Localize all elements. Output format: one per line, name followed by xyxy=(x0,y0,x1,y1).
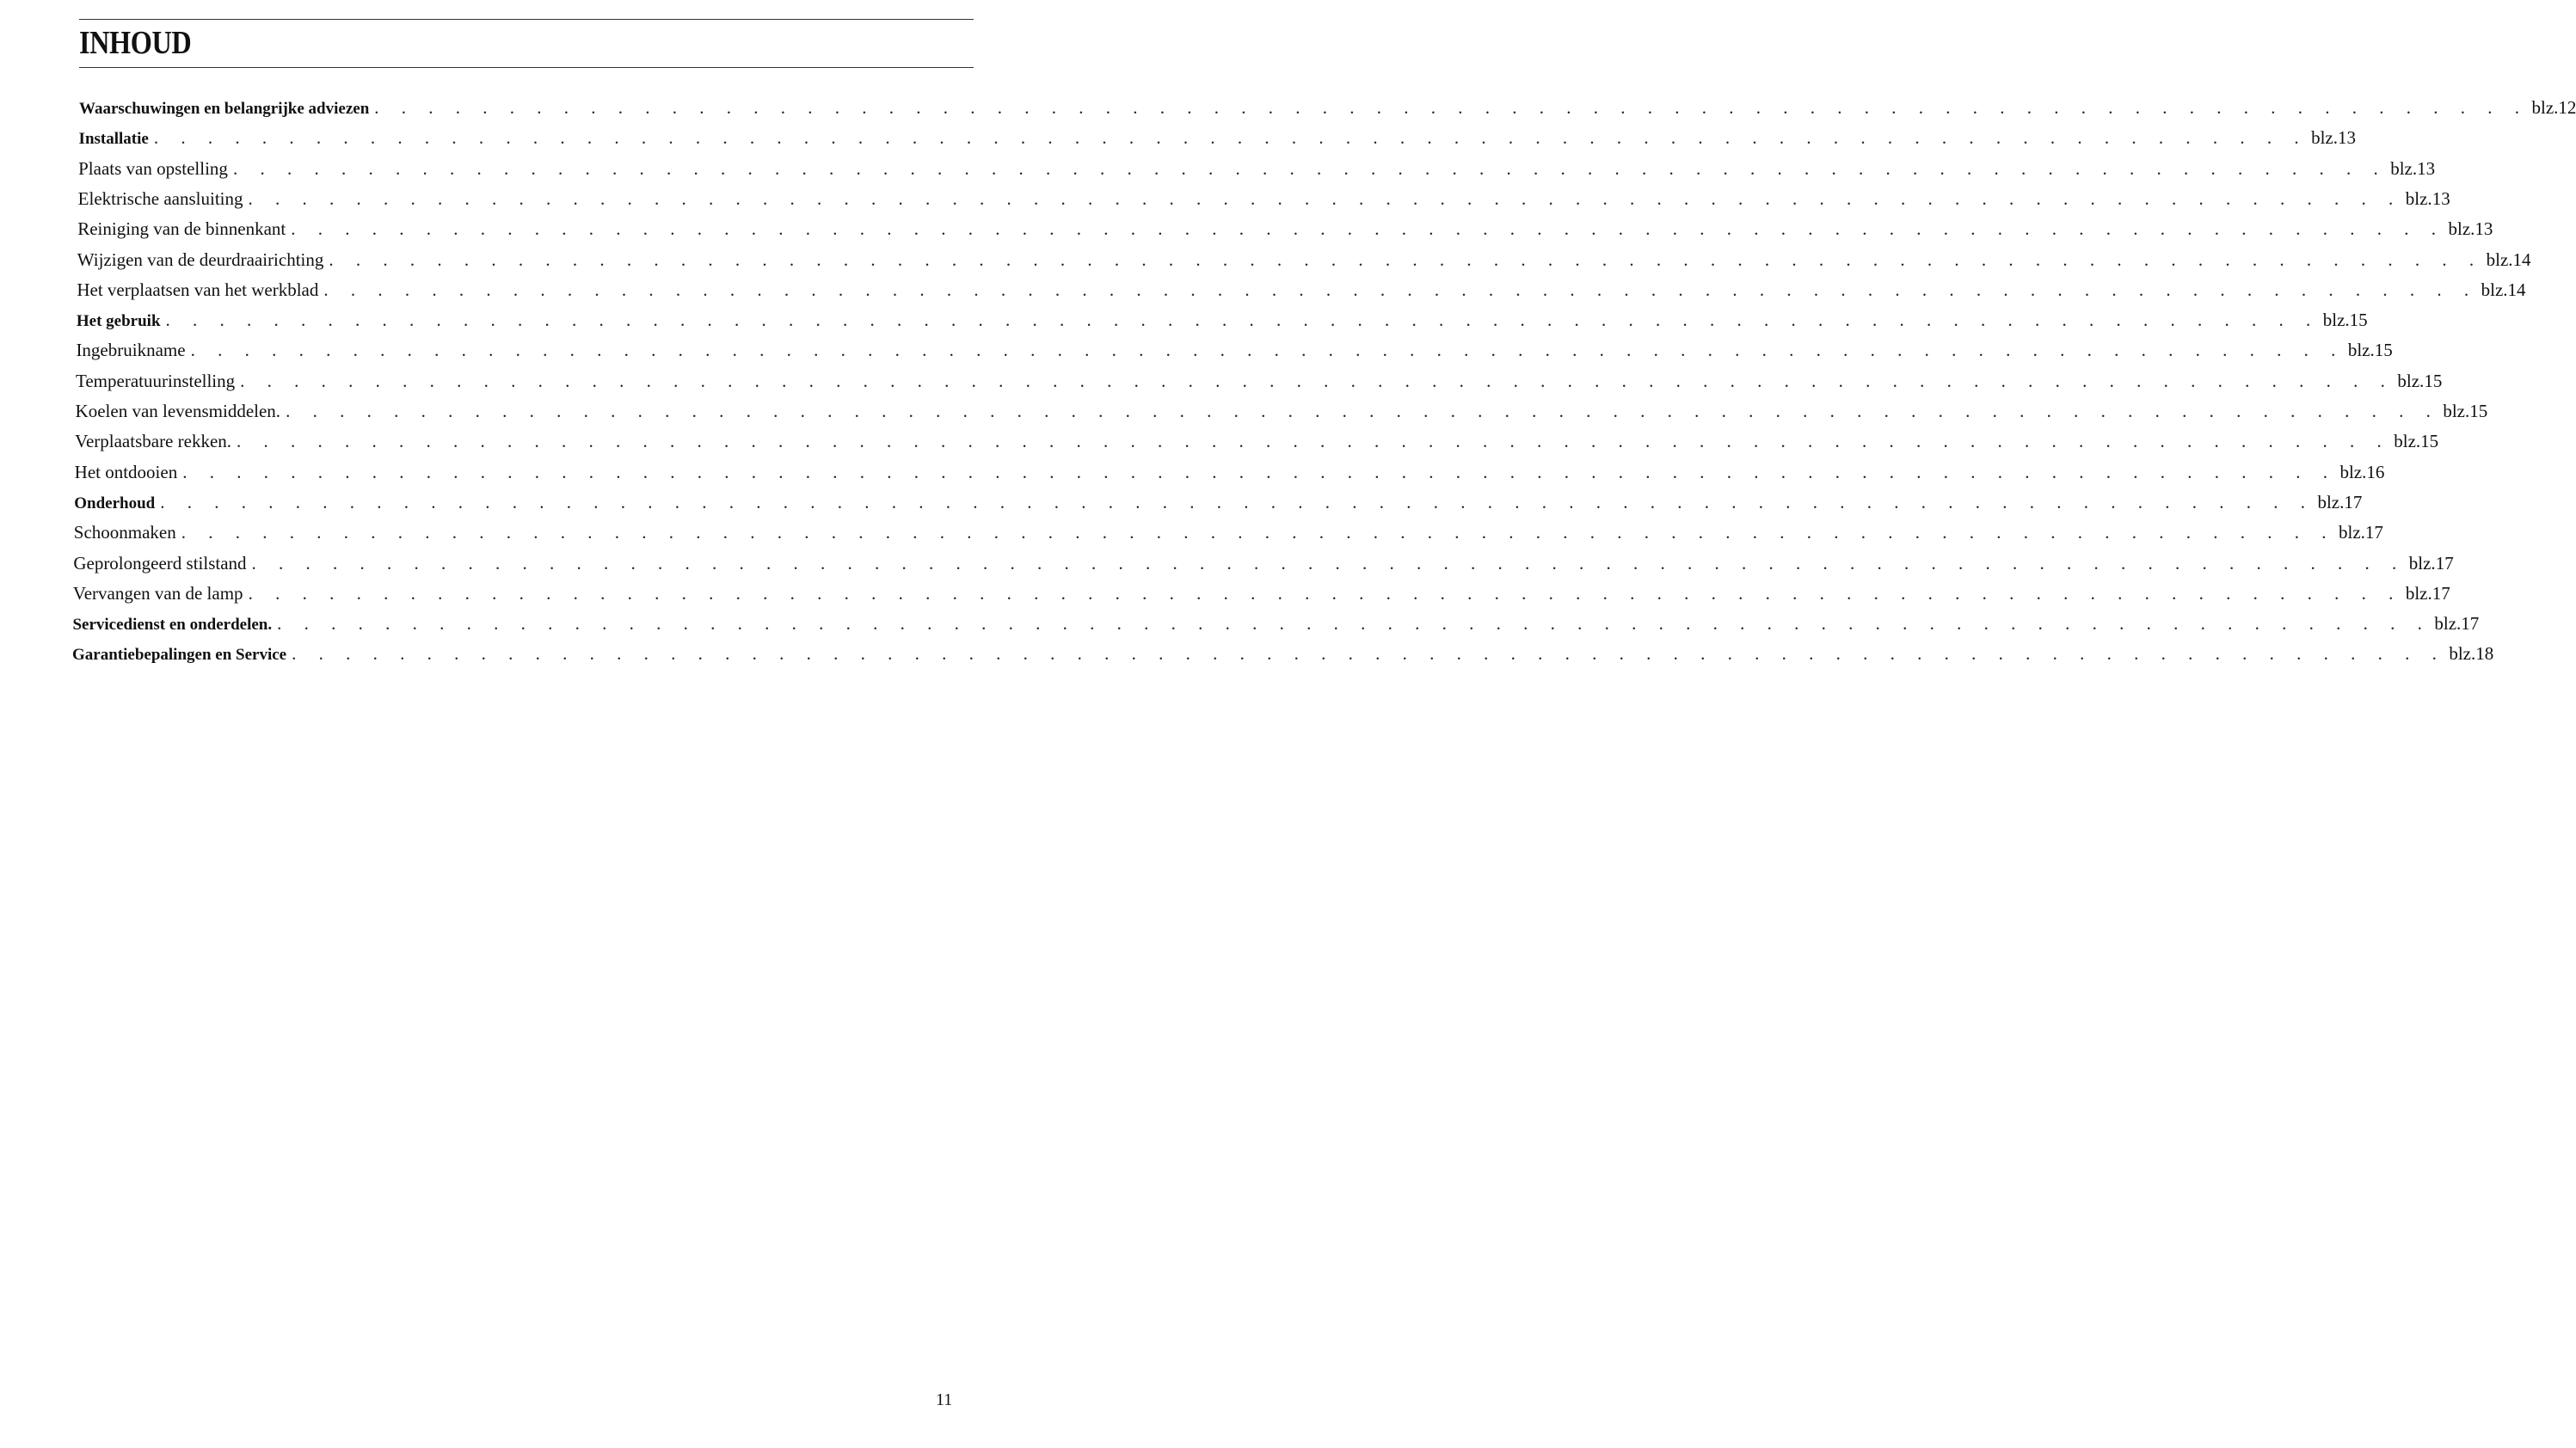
toc-entry-label: Elektrische aansluiting xyxy=(77,187,243,209)
toc-entry xyxy=(76,370,2443,396)
toc-entry-blz: blz. xyxy=(2408,552,2436,574)
toc-entry-page: 15 xyxy=(2374,340,2393,361)
toc-entry-page: 13 xyxy=(2337,127,2356,149)
toc-entry xyxy=(77,218,2493,244)
toc-entry-label: Temperatuurinstelling xyxy=(76,370,236,391)
toc-entry xyxy=(73,552,2454,579)
toc-entry-page: 12 xyxy=(2558,97,2576,118)
toc-entry xyxy=(74,461,2385,488)
toc-entry-blz: blz. xyxy=(2405,187,2432,209)
toc-entry-label: Geprolongeerd stilstand xyxy=(73,552,247,574)
toc-entry xyxy=(77,248,2531,275)
toc-entry xyxy=(73,522,2383,548)
page-number: 11 xyxy=(936,1390,953,1409)
toc-entry xyxy=(72,582,2450,609)
toc-entry-page: 17 xyxy=(2435,552,2454,574)
toc-leader-dots: . . . . . . . . . . . . . . . . . . . . . . . . . . . . . . . . . . . . . . . . . . . . . . . . . . . . . . . . . . . . . . . . . . . . . . . . . . . . . . . . xyxy=(160,491,2315,512)
toc-leader-dots: . . . . . . . . . . . . . . . . . . . . . . . . . . . . . . . . . . . . . . . . . . . . . . . . . . . . . . . . . . . . . . . . . . . . . . . . . . . . . . . . xyxy=(248,582,2402,604)
toc-leader-dots: . . . . . . . . . . . . . . . . . . . . . . . . . . . . . . . . . . . . . . . . . . . . . . . . . . . . . . . . . . . . . . . . . . . . . . . . . . . . . . . . xyxy=(190,340,2345,361)
toc-leader-dots: . . . . . . . . . . . . . . . . . . . . . . . . . . . . . . . . . . . . . . . . . . . . . . . . . . . . . . . . . . . . . . . . . . . . . . . . . . . . . . . . xyxy=(232,157,2388,179)
toc-leader-dots: . . . . . . . . . . . . . . . . . . . . . . . . . . . . . . . . . . . . . . . . . . . . . . . . . . . . . . . . . . . . . . . . . . . . . . . . . . . . . . . . xyxy=(153,127,2309,149)
toc-entry-blz: blz. xyxy=(2390,157,2418,179)
toc-leader-dots: . . . . . . . . . . . . . . . . . . . . . . . . . . . . . . . . . . . . . . . . . . . . . . . . . . . . . . . . . . . . . . . . . . . . . . . . . . . . . . . . xyxy=(286,401,2440,421)
toc-entry-blz: blz. xyxy=(2311,127,2338,149)
toc-entry-blz: blz. xyxy=(2486,248,2513,270)
toc-entry-page: 17 xyxy=(2364,522,2383,543)
toc-entry-label: Onderhoud xyxy=(74,494,156,512)
toc-entry-label: Installatie xyxy=(78,130,149,149)
toc-leader-dots: . . . . . . . . . . . . . . . . . . . . . . . . . . . . . . . . . . . . . . . . . . . . . . . . . . . . . . . . . . . . . . . . . . . . . . . . . . . . . . . . xyxy=(251,552,2406,574)
toc-entry-page: 17 xyxy=(2461,613,2480,635)
toc-entry-label: Waarschuwingen en belangrijke adviezen xyxy=(79,100,370,118)
toc-entry-label: Schoonmaken xyxy=(73,522,176,543)
toc-leader-dots: . . . . . . . . . . . . . . . . . . . . . . . . . . . . . . . . . . . . . . . . . . . . . . . . . . . . . . . . . . . . . . . . . . . . . . . . . . . . . . . . xyxy=(182,461,2337,482)
toc-entry xyxy=(72,613,2480,639)
toc-entry xyxy=(78,157,2436,184)
toc-entry-page: 18 xyxy=(2475,643,2494,665)
toc-entry-label: Wijzigen van de deurdraairichting xyxy=(77,248,324,270)
toc-entry-page: 14 xyxy=(2507,279,2526,300)
toc-entry-label: Het ontdooien xyxy=(74,461,178,482)
toc-entry xyxy=(77,187,2450,214)
toc-leader-dots: . . . . . . . . . . . . . . . . . . . . . . . . . . . . . . . . . . . . . . . . . . . . . . . . . . . . . . . . . . . . . . . . . . . . . . . . . . . . . . . . xyxy=(323,279,2478,300)
toc-entry-page: 15 xyxy=(2349,310,2368,331)
toc-entry-page: 15 xyxy=(2469,401,2488,421)
toc-entry-label: Verplaatsbare rekken. xyxy=(75,431,232,452)
toc-leader-dots: . . . . . . . . . . . . . . . . . . . . . . . . . . . . . . . . . . . . . . . . . . . . . . . . . . . . . . . . . . . . . . . . . . . . . . . . . . . . . . . . xyxy=(277,613,2432,635)
toc-entry-label: Garantiebepalingen en Service xyxy=(72,646,287,665)
toc-entry xyxy=(79,97,2576,123)
page-title: INHOUD xyxy=(79,25,192,61)
toc-leader-dots: . . . . . . . . . . . . . . . . . . . . . . . . . . . . . . . . . . . . . . . . . . . . . . . . . . . . . . . . . . . . . . . . . . . . . . . . . . . . . . . . xyxy=(240,370,2395,391)
toc-entry-label: Plaats van opstelling xyxy=(78,157,228,179)
toc-leader-dots: . . . . . . . . . . . . . . . . . . . . . . . . . . . . . . . . . . . . . . . . . . . . . . . . . . . . . . . . . . . . . . . . . . . . . . . . . . . . . . . . xyxy=(329,248,2483,270)
toc-entry-blz: blz. xyxy=(2397,370,2425,391)
toc-entry xyxy=(75,401,2488,426)
toc-leader-dots: . . . . . . . . . . . . . . . . . . . . . . . . . . . . . . . . . . . . . . . . . . . . . . . . . . . . . . . . . . . . . . . . . . . . . . . . . . . . . . . . xyxy=(237,431,2391,452)
toc-entry-blz: blz. xyxy=(2322,310,2350,331)
toc-entry xyxy=(78,127,2356,153)
toc-leader-dots: . . . . . . . . . . . . . . . . . . . . . . . . . . . . . . . . . . . . . . . . . . . . . . . . . . . . . . . . . . . . . . . . . . . . . . . . . . . . . . . . xyxy=(374,97,2529,118)
toc-leader-dots: . . . . . . . . . . . . . . . . . . . . . . . . . . . . . . . . . . . . . . . . . . . . . . . . . . . . . . . . . . . . . . . . . . . . . . . . . . . . . . . . xyxy=(181,522,2335,543)
toc-leader-dots: . . . . . . . . . . . . . . . . . . . . . . . . . . . . . . . . . . . . . . . . . . . . . . . . . . . . . . . . . . . . . . . . . . . . . . . . . . . . . . . . xyxy=(165,310,2320,331)
toc-entry-page: 13 xyxy=(2432,187,2450,209)
toc-entry-blz: blz. xyxy=(2317,491,2345,512)
toc-entry-blz: blz. xyxy=(2405,582,2432,604)
toc-leader-dots: . . . . . . . . . . . . . . . . . . . . . . . . . . . . . . . . . . . . . . . . . . . . . . . . . . . . . . . . . . . . . . . . . . . . . . . . . . . . . . . . xyxy=(292,643,2446,665)
toc-entry xyxy=(77,279,2526,305)
toc-entry-page: 15 xyxy=(2420,431,2439,452)
toc-leader-dots: . . . . . . . . . . . . . . . . . . . . . . . . . . . . . . . . . . . . . . . . . . . . . . . . . . . . . . . . . . . . . . . . . . . . . . . . . . . . . . . . xyxy=(248,187,2402,209)
toc-entry-label: Koelen van levensmiddelen. xyxy=(75,401,281,421)
toc-entry-blz: blz. xyxy=(2339,522,2365,543)
toc-entry-blz: blz. xyxy=(2481,279,2508,300)
toc-entry-page: 16 xyxy=(2366,461,2385,482)
toc-entry-label: Reiniging van de binnenkant xyxy=(77,218,286,240)
toc-entry-page: 13 xyxy=(2417,157,2436,179)
toc-entry-blz: blz. xyxy=(2448,218,2475,240)
toc-entry-page: 14 xyxy=(2512,248,2531,270)
toc-entry xyxy=(76,310,2368,335)
toc-entry-blz: blz. xyxy=(2394,431,2421,452)
toc-entry-label: Het verplaatsen van het werkblad xyxy=(77,279,319,300)
toc-entry-label: Het gebruik xyxy=(76,312,161,331)
toc-entry xyxy=(75,431,2439,457)
toc-entry-page: 17 xyxy=(2344,491,2363,512)
toc-entry-page: 13 xyxy=(2475,218,2493,240)
toc-entry-blz: blz. xyxy=(2443,401,2470,421)
toc-entry-blz: blz. xyxy=(2434,613,2462,635)
toc-entry xyxy=(76,340,2393,365)
toc-entry-page: 15 xyxy=(2424,370,2443,391)
toc-leader-dots: . . . . . . . . . . . . . . . . . . . . . . . . . . . . . . . . . . . . . . . . . . . . . . . . . . . . . . . . . . . . . . . . . . . . . . . . . . . . . . . . xyxy=(291,218,2445,240)
toc-entry-label: Vervangen van de lamp xyxy=(72,582,243,604)
toc-entry-blz: blz. xyxy=(2531,97,2559,118)
toc-entry xyxy=(72,643,2494,669)
toc-entry-blz: blz. xyxy=(2339,461,2367,482)
toc-entry-blz: blz. xyxy=(2347,340,2375,361)
toc-entry-blz: blz. xyxy=(2449,643,2476,665)
toc-entry-label: Servicedienst en onderdelen. xyxy=(72,616,273,635)
toc-entry-label: Ingebruikname xyxy=(76,340,186,361)
toc-entry-page: 17 xyxy=(2432,582,2450,604)
toc-entry xyxy=(74,491,2363,518)
